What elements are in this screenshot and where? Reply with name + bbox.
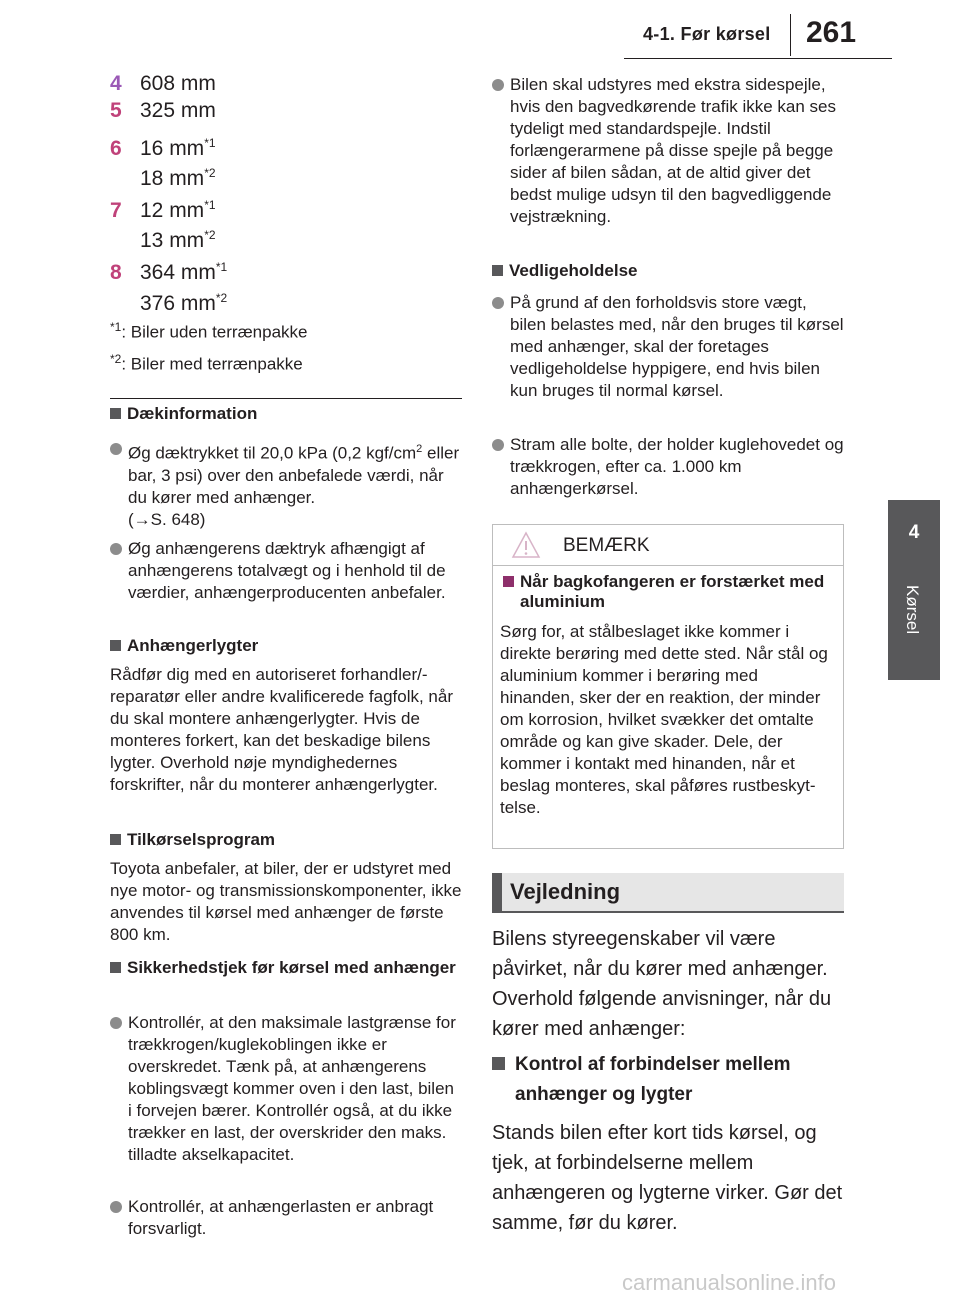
bullet-text: Kontrollér, at anhængerlasten er anbragt forsvarligt. bbox=[128, 1197, 434, 1238]
spec-value: 18 mm bbox=[140, 167, 205, 190]
spec-item-alt bbox=[140, 161, 216, 191]
spec-item bbox=[110, 255, 227, 285]
section-heading: Vedligeholdelse bbox=[492, 261, 638, 281]
guidance-banner bbox=[492, 873, 844, 913]
spec-number: 7 bbox=[110, 199, 122, 222]
warning-triangle-icon bbox=[511, 531, 541, 559]
bullet-text: På grund af den forholdsvis store vægt, bilen belastes med, når den bruges til kørsel med anhænger, skal der foretages vedligeholdelse hyppigere, end hvis bilen kun bruges til normal kørsel. bbox=[510, 293, 844, 400]
bullet-dot-icon bbox=[492, 79, 504, 91]
chapter-number: 4 bbox=[908, 522, 920, 543]
guidance-title: Vejledning bbox=[510, 879, 621, 904]
bullet-dot-icon bbox=[110, 1017, 122, 1029]
spec-item bbox=[110, 72, 216, 96]
spec-item-alt bbox=[140, 286, 227, 316]
section-heading: Dækinformation bbox=[110, 404, 257, 424]
bullet-item bbox=[110, 538, 462, 604]
footnote-text: : Biler uden terrænpakke bbox=[121, 322, 308, 342]
guidance-text: Stands bilen efter kort tids kørsel, og tjek, at forbindelserne mellem anhængeren og lygterne virker. Gør det samme, før du kører. bbox=[492, 1122, 843, 1234]
section-heading: Sikkerhedstjek før kørsel med anhænger bbox=[110, 958, 462, 978]
notice-text: Sørg for, at stålbeslaget ikke kommer i direkte berøring med dette sted. Når stål og aluminium kommer i berøring med hinanden, sker der en reaktion, der minder om korrosion, hvilket svækker det omtalte område og kan give skader. Dele, der kommer i kontakt med hinanden, når et beslag monteres, skal påføres rustbeskyttelse. bbox=[500, 622, 828, 817]
footnote-mark: *2 bbox=[110, 352, 122, 366]
square-bullet-icon bbox=[110, 640, 121, 651]
bullet-text: Bilen skal udstyres med ekstra sidespejle, hvis den bagvedkørende trafik ikke kan ses tydeligt med standardspejle. Indstil forlængerarmene på disse spejle på begge sider af bilen sådan, at de altid giver det bedst mulige udsyn til den bagvedliggende vejstrækning. bbox=[510, 75, 837, 226]
bullet-dot-icon bbox=[492, 439, 504, 451]
banner-accent bbox=[492, 873, 502, 911]
bullet-dot-icon bbox=[110, 443, 122, 455]
spec-value: 16 mm bbox=[140, 137, 205, 160]
bullet-item bbox=[492, 434, 844, 500]
footnote-mark: *1 bbox=[110, 320, 122, 334]
bullet-dot-icon bbox=[110, 543, 122, 555]
spec-item bbox=[110, 99, 216, 123]
header-rule bbox=[624, 58, 892, 59]
footnote-mark: *2 bbox=[215, 291, 228, 305]
bullet-text: Stram alle bolte, der holder kuglehovedet og trækkrogen, efter ca. 1.000 km anhængerkørsel. bbox=[510, 435, 844, 498]
spec-value: 376 mm bbox=[140, 292, 216, 315]
spec-item bbox=[110, 131, 216, 161]
square-bullet-icon bbox=[110, 408, 121, 419]
section-heading: Anhængerlygter bbox=[110, 636, 258, 656]
header-divider bbox=[790, 14, 791, 56]
bullet-item bbox=[110, 438, 462, 531]
spec-value: 13 mm bbox=[140, 229, 205, 252]
square-bullet-icon bbox=[110, 962, 121, 973]
bullet-item bbox=[492, 292, 844, 402]
section-title: 4-1. Før kørsel bbox=[643, 24, 771, 44]
paragraph: Toyota anbefaler, at biler, der er udstyret med nye motor- og transmissionskomponenter, ikke anvendes til kørsel med anhænger de første 800 km. bbox=[110, 859, 462, 944]
spec-number: 4 bbox=[110, 72, 122, 95]
notice-box bbox=[492, 524, 844, 849]
page-number: 261 bbox=[806, 16, 857, 49]
footnote-mark: *2 bbox=[204, 166, 216, 180]
square-bullet-icon bbox=[503, 576, 514, 587]
notice-title: BEMÆRK bbox=[563, 535, 650, 556]
square-bullet-icon bbox=[492, 1057, 505, 1070]
footnote-text: : Biler med terrænpakke bbox=[121, 354, 303, 374]
footnote-mark: *1 bbox=[215, 260, 228, 274]
spec-value: 325 mm bbox=[140, 99, 216, 122]
page-reference-link[interactable]: (→S. 648) bbox=[128, 509, 206, 529]
section-heading: Tilkørselsprogram bbox=[110, 830, 275, 850]
bullet-text: Øg anhængerens dæktryk afhængigt af anhængerens totalvægt og i henhold til de værdier, anhængerproducenten anbefaler. bbox=[128, 539, 446, 602]
footnote-mark: *2 bbox=[204, 228, 216, 242]
watermark: carmanualsonline.info bbox=[622, 1270, 837, 1295]
chapter-label: Kørsel bbox=[903, 585, 922, 635]
spec-value: 608 mm bbox=[140, 72, 216, 95]
paragraph: Rådfør dig med en autoriseret forhandler/-reparatør eller andre kvalificerede fagfolk, når du skal montere anhængerlygter. Hvis de monteres forkert, kan det beskadige bilens lygter. Overhold nøje myndighedernes forskrifter, når du monterer anhængerlygter. bbox=[110, 665, 453, 794]
divider bbox=[110, 398, 462, 399]
spec-value: 12 mm bbox=[140, 199, 205, 222]
guidance-intro: Bilens styreegenskaber vil være påvirket, når du kører med anhænger. Overhold følgende anvisninger, når du kører med anhænger: bbox=[492, 928, 832, 1040]
guidance-heading: Kontrol af forbindelser mellem anhænger og lygter bbox=[492, 1050, 844, 1110]
bullet-item bbox=[110, 1196, 462, 1240]
bullet-dot-icon bbox=[110, 1201, 122, 1213]
footnote bbox=[110, 352, 303, 375]
spec-number: 6 bbox=[110, 137, 122, 160]
spec-value: 364 mm bbox=[140, 261, 216, 284]
square-bullet-icon bbox=[110, 834, 121, 845]
footnote-mark: *1 bbox=[204, 198, 216, 212]
square-bullet-icon bbox=[492, 265, 503, 276]
footnote-mark: *1 bbox=[204, 136, 216, 150]
spec-number: 8 bbox=[110, 261, 122, 284]
bullet-text: Kontrollér, at den maksimale lastgrænse for trækkrogen/kuglekoblingen ikke er overskredet. Tænk på, at anhængerens koblingsvægt kommer oven i den last, bilen i forvejen bærer. Kontrollér også, at du ikke trækker en last, der overskrider den maks. tilladte akselkapacitet. bbox=[128, 1013, 456, 1164]
spec-item bbox=[110, 193, 216, 223]
footnote bbox=[110, 320, 308, 343]
bullet-text: Øg dæktrykket til 20,0 kPa (0,2 kgf/$cm^2$ eller bar, 3 psi) over den anbefalede værdi, når du kører med anhænger. (→S. 648) bbox=[128, 443, 460, 529]
bullet-item bbox=[492, 74, 844, 228]
bullet-dot-icon bbox=[492, 297, 504, 309]
notice-heading: Når bagkofangeren er forstærket med aluminium bbox=[503, 572, 833, 612]
spec-item-alt bbox=[140, 223, 216, 253]
bullet-item bbox=[110, 1012, 462, 1166]
notice-header bbox=[493, 525, 843, 566]
spec-number: 5 bbox=[110, 99, 122, 122]
